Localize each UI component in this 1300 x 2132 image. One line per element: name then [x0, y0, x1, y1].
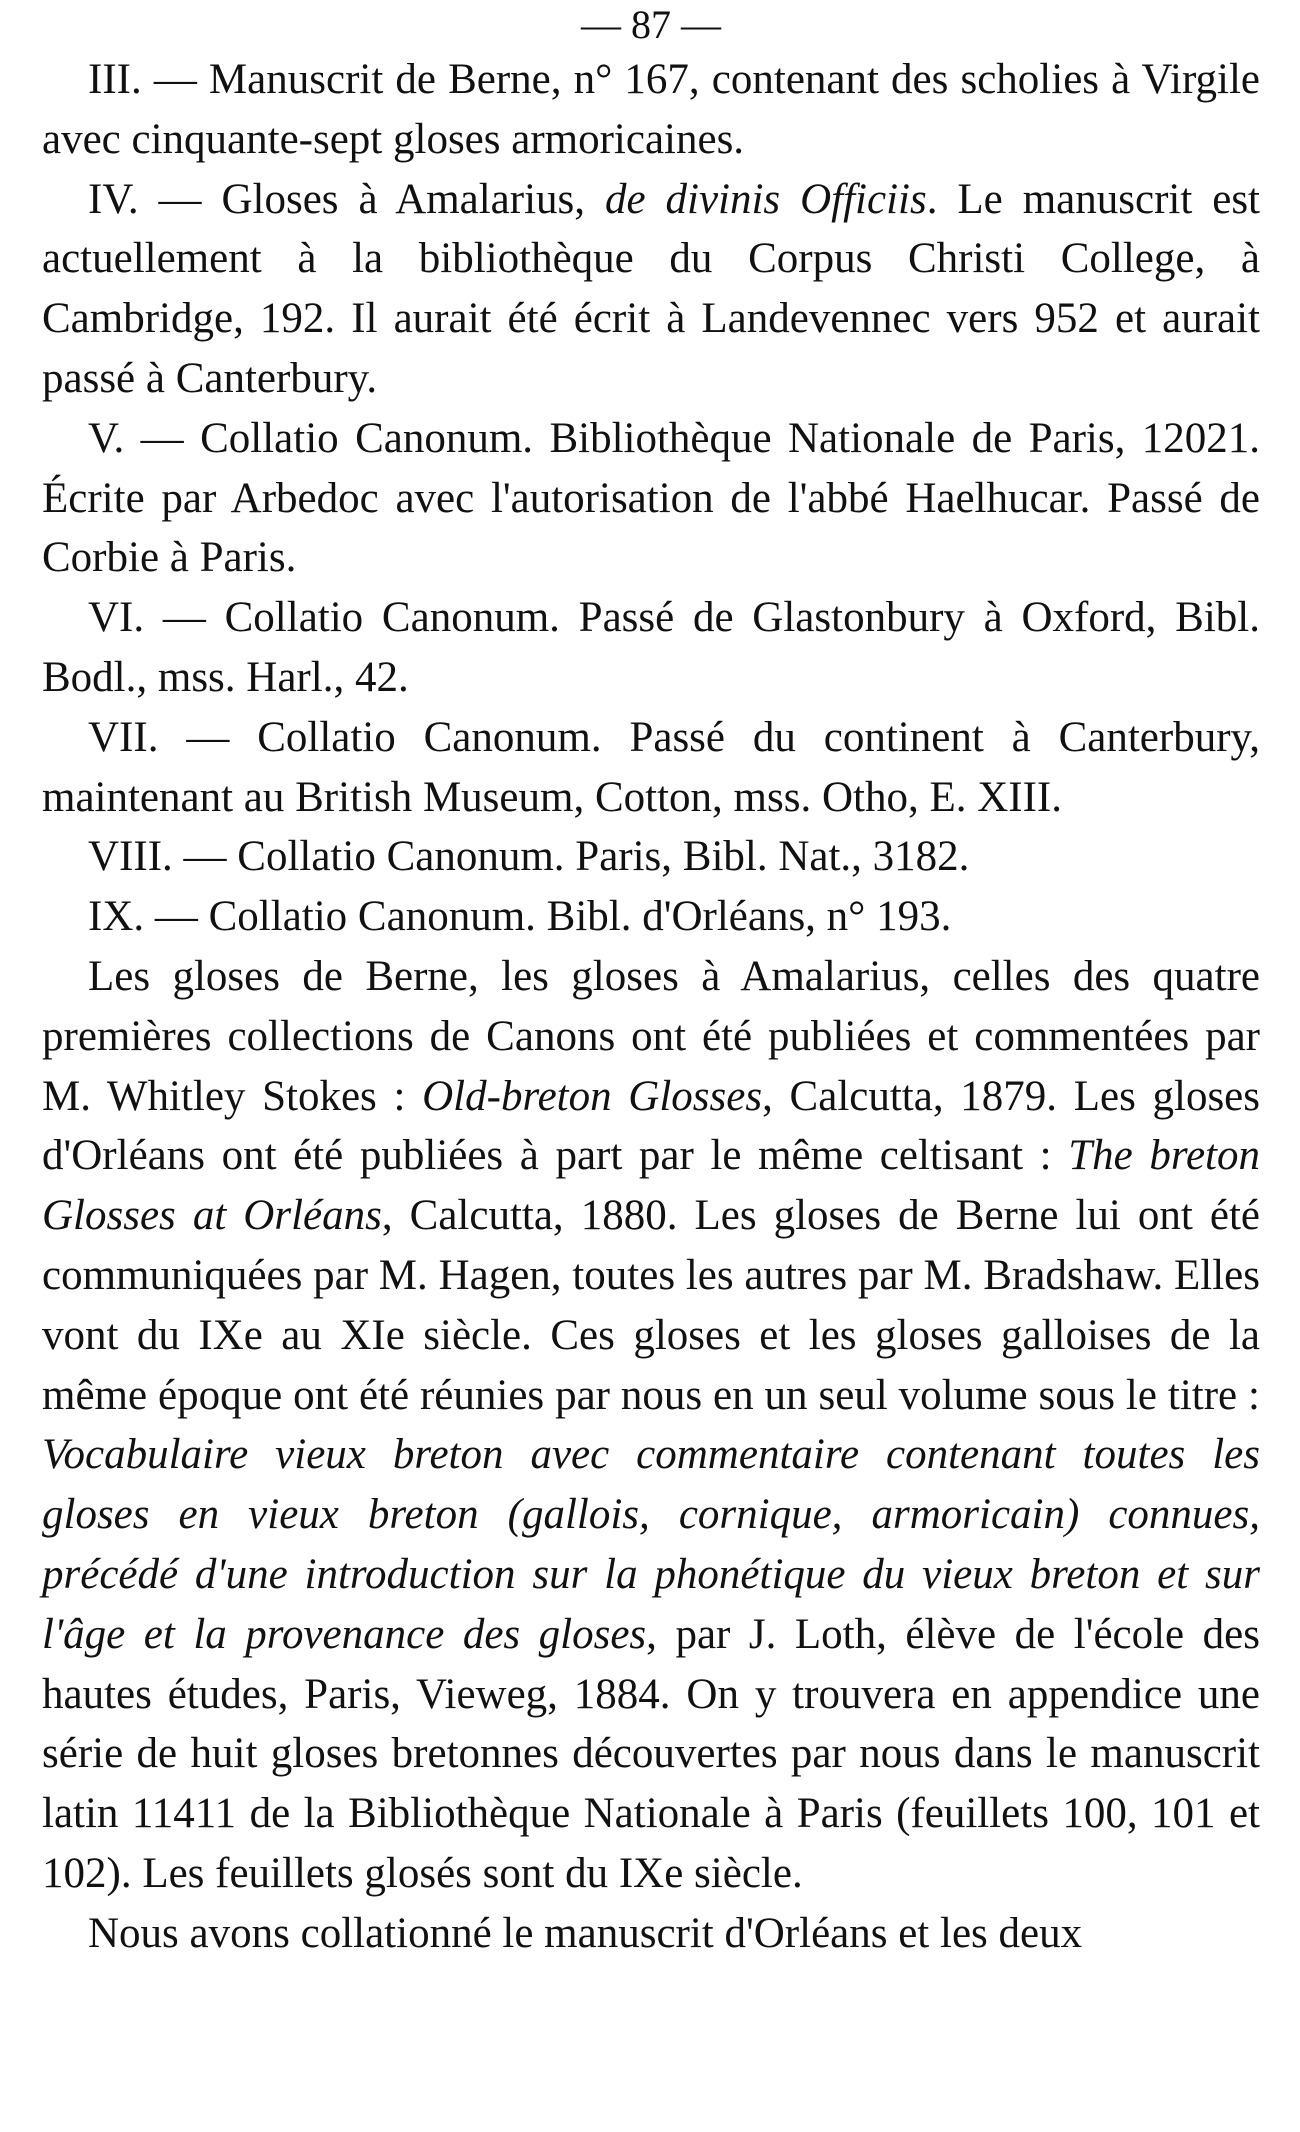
manuscript-item-3 — [42, 409, 1260, 588]
document-page — [42, 0, 1260, 2132]
italic-title: Old-breton Glosses — [422, 1072, 763, 1120]
italic-title: The breton Glosses at Orléans — [42, 1132, 1260, 1240]
text-run: V. — Collatio Canonum. Bibliothèque Nationale de Paris, 12021. Écrite par Arbedoc avec l'autorisation de l'abbé Haelhucar. Passé de Corbie à Paris. — [42, 414, 1260, 582]
paragraph-1 — [42, 947, 1260, 1904]
manuscript-item-5 — [42, 708, 1260, 828]
italic-title: Vocabulaire vieux breton avec commentaire contenant toutes les gloses en vieux breton (gallois, cornique, armoricain) connues, précédé d'une introduction sur la phonétique du vieux breton et sur l'âge et la provenance des gloses — [42, 1431, 1260, 1658]
text-run: , par J. Loth, élève de l'école des hautes études, Paris, Vieweg, 1884. On y trouvera en appendice une série de huit gloses bretonnes découvertes par nous dans le manuscrit latin 11411 de la Bibliothèque Nationale à Paris (feuillets 100, 101 et 102). Les feuillets glosés sont du IXe siècle. — [42, 1610, 1260, 1897]
manuscript-item-7 — [42, 887, 1260, 947]
manuscript-item-2 — [42, 170, 1260, 409]
text-run: VI. — Collatio Canonum. Passé de Glastonbury à Oxford, Bibl. Bodl., mss. Harl., 42. — [42, 594, 1260, 701]
text-run: Les gloses de Berne, les gloses à Amalarius, celles des quatre premières collections de Canons ont été publiées et commentées par M. Whitley Stokes : — [42, 952, 1260, 1120]
text-run: Nous avons collationné le manuscrit d'Orléans et les deux — [88, 1909, 1083, 1957]
manuscript-item-4 — [42, 588, 1260, 708]
manuscript-list — [42, 50, 1260, 947]
paragraph-2 — [42, 1904, 1260, 1964]
manuscript-item-1 — [42, 50, 1260, 170]
italic-title: de divinis Officiis — [604, 175, 927, 223]
text-run: , Calcutta, 1879. Les gloses d'Orléans ont été publiées à part par le même celtisant : — [42, 1072, 1260, 1180]
page-number: — 87 — — [581, 2, 721, 47]
text-run: VII. — Collatio Canonum. Passé du continent à Canterbury, maintenant au British Museum, Cotton, mss. Otho, E. XIII. — [42, 713, 1260, 821]
manuscript-item-6 — [42, 827, 1260, 887]
text-run: III. — Manuscrit de Berne, n° 167, contenant des scholies à Virgile avec cinquante-sept gloses armoricaines. — [42, 56, 1260, 163]
text-run: . Le manuscrit est actuellement à la bibliothèque du Corpus Christi College, à Cambridge, 192. Il aurait été écrit à Landevennec vers 952 et aurait passé à Canterbury. — [42, 175, 1260, 402]
text-run: , Calcutta, 1880. Les gloses de Berne lui ont été communiquées par M. Hagen, toutes les autres par M. Bradshaw. Elles vont du IXe au XIe siècle. Ces gloses et les gloses galloises de la même époque ont été réunies par nous en un seul volume sous le titre : — [42, 1192, 1260, 1419]
text-run: VIII. — Collatio Canonum. Paris, Bibl. Nat., 3182. — [88, 833, 970, 881]
text-run: IX. — Collatio Canonum. Bibl. d'Orléans, n° 193. — [88, 893, 952, 941]
body-text — [42, 947, 1260, 1964]
text-run: IV. — Gloses à Amalarius, — [88, 175, 605, 223]
